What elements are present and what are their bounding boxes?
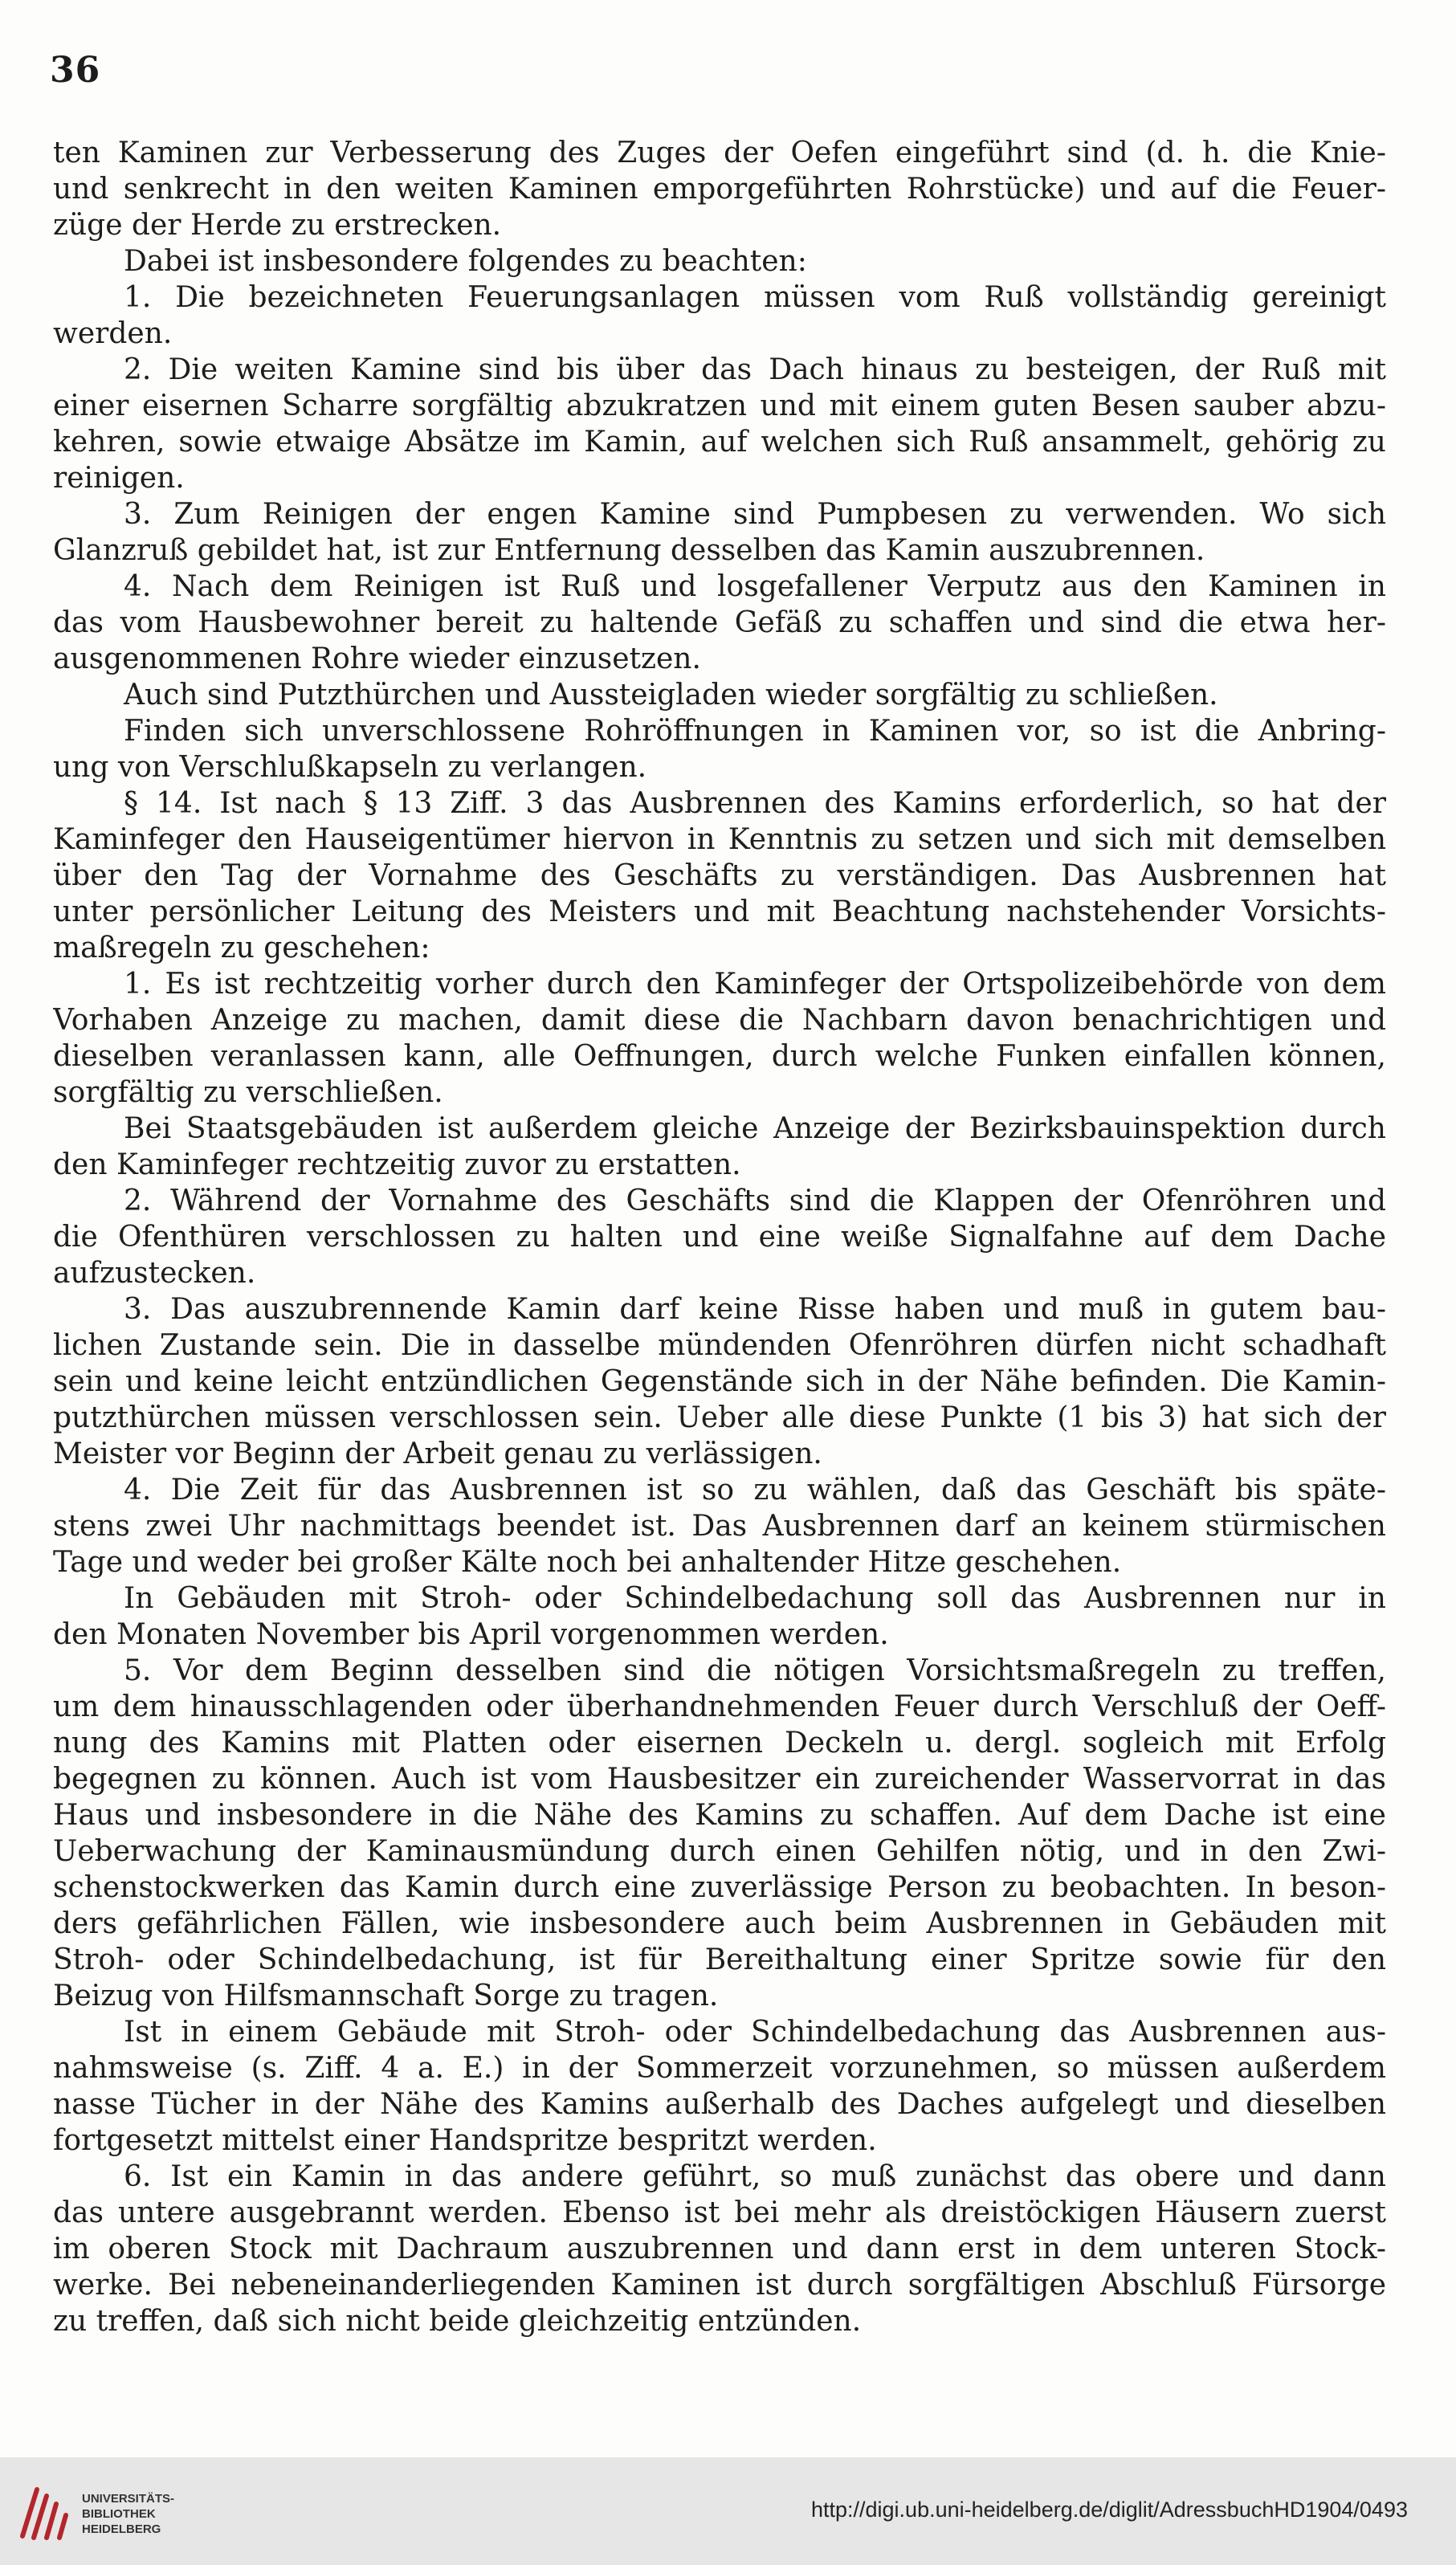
text-line: das vom Hausbewohner bereit zu haltende Gefäß zu schaffen und sind die etwa her- — [53, 606, 1386, 639]
text-line: ten Kaminen zur Verbesserung des Zuges der Oefen eingeführt sind (d. h. die Knie- — [53, 137, 1386, 169]
text-line: den Kaminfeger rechtzeitig zuvor zu erstatten. — [53, 1148, 741, 1181]
page-number: 36 — [50, 50, 101, 91]
text-line: nasse Tücher in der Nähe des Kamins außerhalb des Daches aufgelegt und dieselben — [53, 2088, 1386, 2121]
text-line: Ist in einem Gebäude mit Stroh- oder Schindelbedachung das Ausbrennen aus- — [124, 2016, 1386, 2049]
text-line: Auch sind Putzthürchen und Aussteigladen wieder sorgfältig zu schließen. — [124, 679, 1218, 712]
text-line: unter persönlicher Leitung des Meisters und mit Beachtung nachstehender Vorsichts- — [53, 895, 1386, 928]
body-text — [53, 135, 1386, 2339]
text-line: 2. Während der Vornahme des Geschäfts sind die Klappen der Ofenröhren und — [124, 1185, 1386, 1217]
text-line: Finden sich unverschlossene Rohröffnungen in Kaminen vor, so ist die Anbring- — [124, 715, 1386, 748]
text-line: lichen Zustande sein. Die in dasselbe mündenden Ofenröhren dürfen nicht schadhaft — [53, 1329, 1386, 1362]
text-line: schenstockwerken das Kamin durch eine zuverlässige Person zu beobachten. In beson- — [53, 1871, 1386, 1904]
text-line: die Ofenthüren verschlossen zu halten und eine weiße Signalfahne auf dem Dache — [53, 1221, 1386, 1254]
text-line: dieselben veranlassen kann, alle Oeffnungen, durch welche Funken einfallen können, — [53, 1040, 1386, 1073]
text-line: Kaminfeger den Hauseigentümer hiervon in Kenntnis zu setzen und sich mit demselben — [53, 823, 1386, 856]
text-line: aufzustecken. — [53, 1257, 256, 1290]
text-line: 6. Ist ein Kamin in das andere geführt, so muß zunächst das obere und dann — [124, 2160, 1386, 2193]
text-line: 1. Es ist rechtzeitig vorher durch den Kaminfeger der Ortspolizeibehörde von dem — [124, 968, 1386, 1001]
text-line: sorgfältig zu verschließen. — [53, 1076, 443, 1109]
library-logo[interactable] — [14, 2477, 223, 2549]
text-line: sein und keine leicht entzündlichen Gegenstände sich in der Nähe befinden. Die Kamin- — [53, 1365, 1386, 1398]
text-line: 3. Zum Reinigen der engen Kamine sind Pumpbesen zu verwenden. Wo sich — [124, 498, 1386, 531]
text-line: 3. Das auszubrennende Kamin darf keine Risse haben und muß in gutem bau- — [124, 1293, 1386, 1326]
text-line: begegnen zu können. Auch ist vom Hausbesitzer ein zureichender Wasservorrat in das — [53, 1763, 1386, 1796]
text-line: und senkrecht in den weiten Kaminen emporgeführten Rohrstücke) und auf die Feuer- — [53, 173, 1386, 206]
text-line: 2. Die weiten Kamine sind bis über das Dach hinaus zu besteigen, der Ruß mit — [124, 353, 1386, 386]
text-line: über den Tag der Vornahme des Geschäfts zu verständigen. Das Ausbrennen hat — [53, 859, 1386, 892]
text-line: 1. Die bezeichneten Feuerungsanlagen müssen vom Ruß vollständig gereinigt — [124, 281, 1386, 314]
text-line: zu treffen, daß sich nicht beide gleichzeitig entzünden. — [53, 2305, 862, 2338]
library-name-line: UNIVERSITÄTS- — [82, 2492, 175, 2506]
text-line: um dem hinausschlagenden oder überhandnehmenden Feuer durch Verschluß der Oeff- — [53, 1690, 1386, 1723]
text-line: nung des Kamins mit Platten oder eisernen Deckeln u. dergl. sogleich mit Erfolg — [53, 1727, 1386, 1760]
text-line: ausgenommenen Rohre wieder einzusetzen. — [53, 642, 701, 675]
text-line: einer eisernen Scharre sorgfältig abzukratzen und mit einem guten Besen sauber abzu- — [53, 389, 1386, 422]
text-line: 5. Vor dem Beginn desselben sind die nötigen Vorsichtsmaßregeln zu treffen, — [124, 1654, 1386, 1687]
text-line: In Gebäuden mit Stroh- oder Schindelbedachung soll das Ausbrennen nur in — [124, 1582, 1386, 1615]
text-line: nahmsweise (s. Ziff. 4 a. E.) in der Sommerzeit vorzunehmen, so müssen außerdem — [53, 2052, 1386, 2085]
text-line: 4. Nach dem Reinigen ist Ruß und losgefallener Verputz aus den Kaminen in — [124, 570, 1386, 603]
text-line: Dabei ist insbesondere folgendes zu beachten: — [124, 245, 807, 278]
library-name — [82, 2491, 174, 2537]
text-line: kehren, sowie etwaige Absätze im Kamin, auf welchen sich Ruß ansammelt, gehörig zu — [53, 426, 1386, 459]
text-line: maßregeln zu geschehen: — [53, 932, 430, 964]
text-line: ung von Verschlußkapseln zu verlangen. — [53, 751, 647, 784]
text-line: ders gefährlichen Fällen, wie insbesondere auch beim Ausbrennen in Gebäuden mit — [53, 1907, 1386, 1940]
text-line: das untere ausgebrannt werden. Ebenso ist bei mehr als dreistöckigen Häusern zuerst — [53, 2196, 1386, 2229]
text-line: werke. Bei nebeneinanderliegenden Kaminen ist durch sorgfältigen Abschluß Fürsorge — [53, 2269, 1386, 2302]
text-line: Vorhaben Anzeige zu machen, damit diese die Nachbarn davon benachrichtigen und — [53, 1004, 1386, 1037]
text-line: Haus und insbesondere in die Nähe des Kamins zu schaffen. Auf dem Dache ist eine — [53, 1799, 1386, 1832]
viewer-footer — [0, 2457, 1456, 2565]
text-line: Tage und weder bei großer Kälte noch bei anhaltender Hitze geschehen. — [53, 1546, 1122, 1579]
library-seal-icon — [14, 2480, 75, 2546]
text-line: fortgesetzt mittelst einer Handspritze bespritzt werden. — [53, 2124, 877, 2157]
text-line: Glanzruß gebildet hat, ist zur Entfernung desselben das Kamin auszubrennen. — [53, 534, 1205, 567]
text-line: den Monaten November bis April vorgenommen werden. — [53, 1618, 889, 1651]
text-line: 4. Die Zeit für das Ausbrennen ist so zu wählen, daß das Geschäft bis späte- — [124, 1474, 1386, 1507]
text-line: züge der Herde zu erstrecken. — [53, 209, 502, 242]
text-line: § 14. Ist nach § 13 Ziff. 3 das Ausbrennen des Kamins erforderlich, so hat der — [124, 787, 1386, 820]
text-line: im oberen Stock mit Dachraum auszubrennen und dann erst in dem unteren Stock- — [53, 2233, 1386, 2265]
permalink-url[interactable]: http://digi.ub.uni-heidelberg.de/diglit/AdressbuchHD1904/0493 — [810, 2498, 1408, 2522]
text-line: Beizug von Hilfsmannschaft Sorge zu tragen. — [53, 1980, 719, 2012]
text-line: Meister vor Beginn der Arbeit genau zu verlässigen. — [53, 1437, 822, 1470]
library-name-line: BIBLIOTHEK — [82, 2507, 156, 2521]
text-line: Ueberwachung der Kaminausmündung durch einen Gehilfen nötig, und in den Zwi- — [53, 1835, 1386, 1868]
text-line: reinigen. — [53, 462, 185, 495]
text-line: werden. — [53, 317, 173, 350]
text-line: Bei Staatsgebäuden ist außerdem gleiche Anzeige der Bezirksbauinspektion durch — [124, 1112, 1386, 1145]
text-line: putzthürchen müssen verschlossen sein. Ueber alle diese Punkte (1 bis 3) hat sich der — [53, 1401, 1386, 1434]
library-name-line: HEIDELBERG — [82, 2522, 161, 2536]
text-line: stens zwei Uhr nachmittags beendet ist. Das Ausbrennen darf an keinem stürmischen — [53, 1510, 1386, 1543]
text-line: Stroh- oder Schindelbedachung, ist für Bereithaltung einer Spritze sowie für den — [53, 1943, 1386, 1976]
